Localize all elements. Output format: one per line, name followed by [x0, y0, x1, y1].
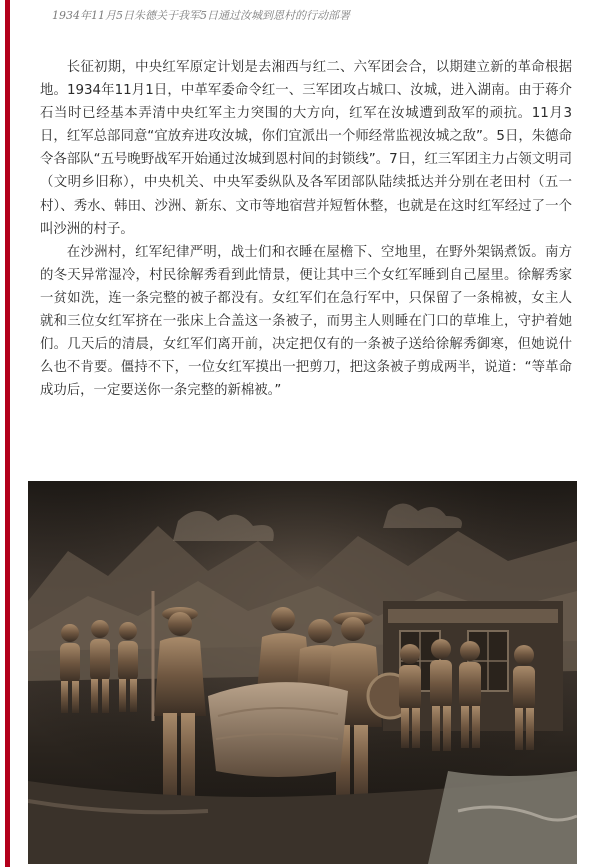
article-body	[40, 56, 572, 402]
image-caption: 1934年11月5日朱德关于我军5日通过汝城到恩村的行动部署	[52, 9, 350, 22]
bronze-relief-photo	[28, 481, 577, 864]
left-accent-rule	[5, 0, 10, 867]
relief-sculpture-illustration	[28, 481, 577, 864]
paragraph-1: 长征初期，中央红军原定计划是去湘西与红二、六军团会合，以期建立新的革命根据地。1934年11月1日，中革军委命令红一、三军团攻占城口、汝城，进入湖南。由于蒋介石当时已经基本弄清中央红军主力突围的大方向，红军在汝城遭到敌军的顽抗。11月3日，红军总部同意“宜放弃进攻汝城，你们宜派出一个师经常监视汝城之敌”。5日，朱德命令各部队“五号晚野战军开始通过汝城到恩村间的封锁线”。7日，红三军团主力占领文明司（文明乡旧称），中央机关、中央军委纵队及各军团部队陆续抵达并分别在老田村（五一村）、秀水、韩田、沙洲、新东、文市等地宿营并短暂休整，也就是在这时红军经过了一个叫沙洲的村子。	[40, 60, 572, 237]
paragraph-2: 在沙洲村，红军纪律严明，战士们和衣睡在屋檐下、空地里，在野外架锅煮饭。南方的冬天异常湿冷，村民徐解秀看到此情景，便让其中三个女红军睡到自己屋里。徐解秀家一贫如洗，连一条完整的被子都没有。女红军们在急行军中，只保留了一条棉被，女主人就和三位女红军挤在一张床上合盖这一条被子，而男主人则睡在门口的草堆上，守护着她们。几天后的清晨，女红军们离开前，决定把仅有的一条被子送给徐解秀御寒，但她说什么也不肯要。僵持不下，一位女红军摸出一把剪刀，把这条被子剪成两半，说道：“等革命成功后，一定要送你一条完整的新棉被。”	[40, 244, 572, 399]
